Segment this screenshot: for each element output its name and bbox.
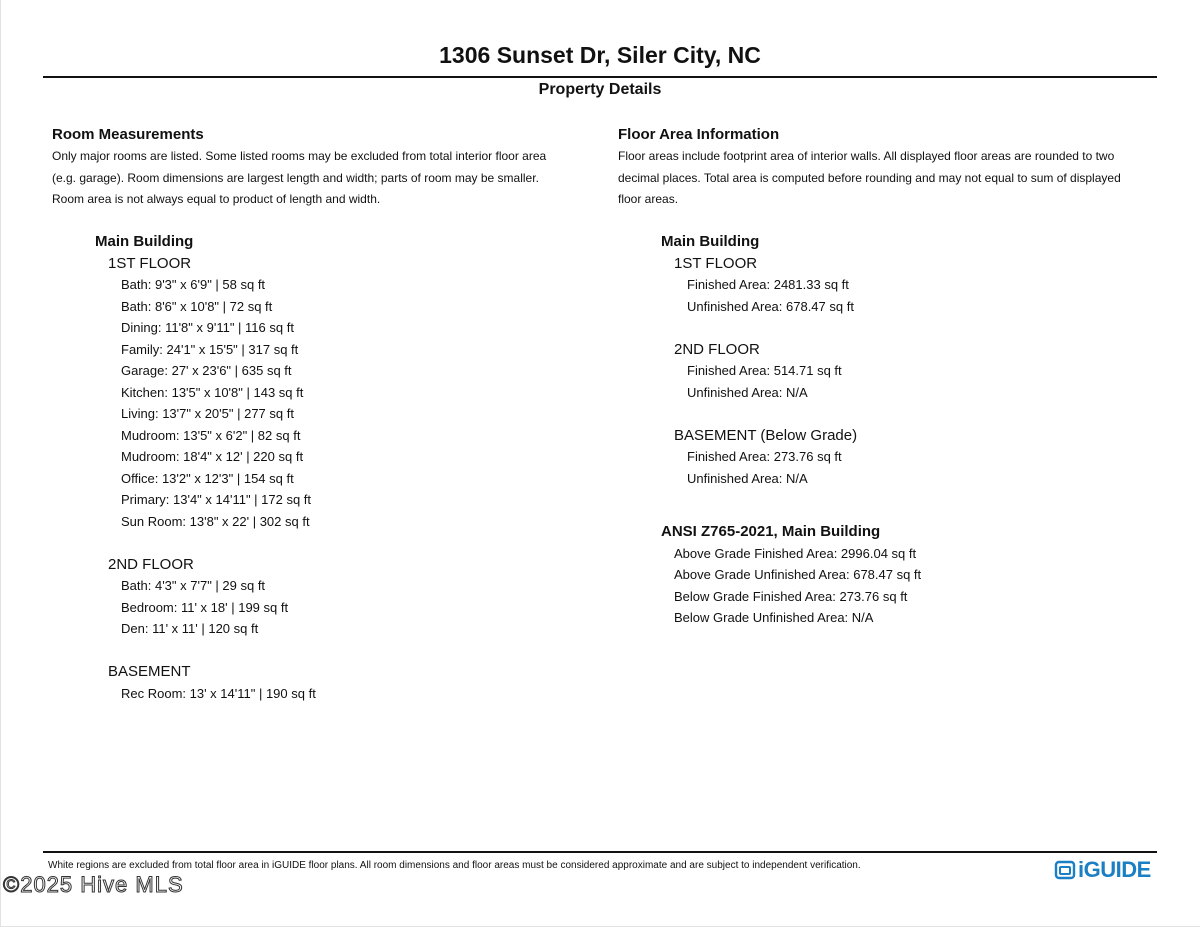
spacer [661, 317, 921, 339]
iguide-logo [1054, 857, 1151, 883]
room-item: Bath: 8'6" x 10'8" | 72 sq ft [121, 298, 273, 314]
ansi-heading: ANSI Z765-2021, Main Building [661, 523, 881, 540]
note-line: Only major rooms are listed. Some listed rooms may be excluded from total interior floor area [52, 149, 547, 163]
room-item: Garage: 27' x 23'6" | 635 sq ft [121, 363, 292, 378]
note-line: Floor areas include footprint area of interior walls. All displayed floor areas are rounded to two [618, 149, 1115, 163]
room-measurements-tree [95, 231, 316, 704]
ansi-item: Above Grade Unfinished Area: 678.47 sq ft [674, 567, 922, 582]
room-item: Living: 13'7" x 20'5" | 277 sq ft [121, 406, 294, 421]
room-item: Primary: 13'4" x 14'11" | 172 sq ft [121, 492, 312, 507]
room-item: Office: 13'2" x 12'3" | 154 sq ft [121, 470, 294, 486]
room-item: Mudroom: 18'4" x 12' | 220 sq ft [121, 449, 304, 464]
title-divider [43, 76, 1157, 78]
room-measurements-note [52, 146, 592, 211]
unfinished-area: Unfinished Area: N/A [687, 470, 808, 486]
room-item: Dining: 11'8" x 9'11" | 116 sq ft [121, 320, 294, 335]
copyright-watermark: ©2025 Hive MLS [3, 872, 184, 897]
floor-name: 2ND FLOOR [674, 340, 760, 358]
floor-area-heading: Floor Area Information [618, 126, 780, 143]
note-line: (e.g. garage). Room dimensions are largest length and width; parts of room may be smaller. [52, 170, 539, 185]
room-measurements-section [52, 125, 592, 211]
room-item: Family: 24'1" x 15'5" | 317 sq ft [121, 341, 299, 357]
room-item: Sun Room: 13'8" x 22' | 302 sq ft [121, 513, 310, 529]
spacer [95, 640, 316, 662]
ansi-item: Above Grade Finished Area: 2996.04 sq ft [674, 545, 917, 561]
room-item: Mudroom: 13'5" x 6'2" | 82 sq ft [121, 427, 301, 443]
building-name: Main Building [661, 233, 760, 250]
note-line: decimal places. Total area is computed before rounding and may not equal to sum of displayed [618, 170, 1121, 185]
note-line: floor areas. [618, 192, 679, 206]
room-item: Bath: 4'3" x 7'7" | 29 sq ft [121, 578, 266, 593]
spacer [661, 489, 921, 521]
room-item: Kitchen: 13'5" x 10'8" | 143 sq ft [121, 384, 304, 400]
footer-disclaimer: White regions are excluded from total floor area in iGUIDE floor plans. All room dimensions and floor areas must be considered approximate and are subject to independent verification. [48, 860, 861, 871]
spacer [95, 532, 316, 554]
room-item: Bedroom: 11' x 18' | 199 sq ft [121, 599, 289, 615]
floor-name: 1ST FLOOR [674, 254, 758, 272]
ansi-item: Below Grade Finished Area: 273.76 sq ft [674, 588, 908, 604]
room-item: Rec Room: 13' x 14'11" | 190 sq ft [121, 685, 316, 701]
floor-area-tree [661, 231, 921, 629]
room-item: Den: 11' x 11' | 120 sq ft [121, 621, 259, 636]
building-name: Main Building [95, 233, 194, 250]
unfinished-area: Unfinished Area: 678.47 sq ft [687, 298, 854, 314]
page-title: 1306 Sunset Dr, Siler City, NC [439, 42, 761, 68]
floor-area-section [618, 125, 1163, 211]
note-line: Room area is not always equal to product of length and width. [52, 192, 381, 206]
logo-text: iGUIDE [1078, 857, 1151, 882]
room-measurements-heading: Room Measurements [52, 126, 204, 143]
floor-name: BASEMENT [108, 663, 191, 680]
finished-area: Finished Area: 2481.33 sq ft [687, 277, 849, 292]
unfinished-area: Unfinished Area: N/A [687, 384, 808, 400]
spacer [661, 403, 921, 425]
page-subtitle: Property Details [538, 81, 662, 98]
finished-area: Finished Area: 514.71 sq ft [687, 363, 842, 378]
floor-name: 1ST FLOOR [108, 254, 192, 272]
ansi-item: Below Grade Unfinished Area: N/A [674, 610, 874, 625]
finished-area: Finished Area: 273.76 sq ft [687, 449, 842, 464]
iguide-logo-icon [1054, 859, 1076, 881]
room-item: Bath: 9'3" x 6'9" | 58 sq ft [121, 277, 266, 292]
floor-name: BASEMENT (Below Grade) [674, 426, 858, 444]
floor-name: 2ND FLOOR [108, 555, 194, 573]
floor-area-note [618, 146, 1163, 211]
footer-divider [43, 851, 1157, 853]
